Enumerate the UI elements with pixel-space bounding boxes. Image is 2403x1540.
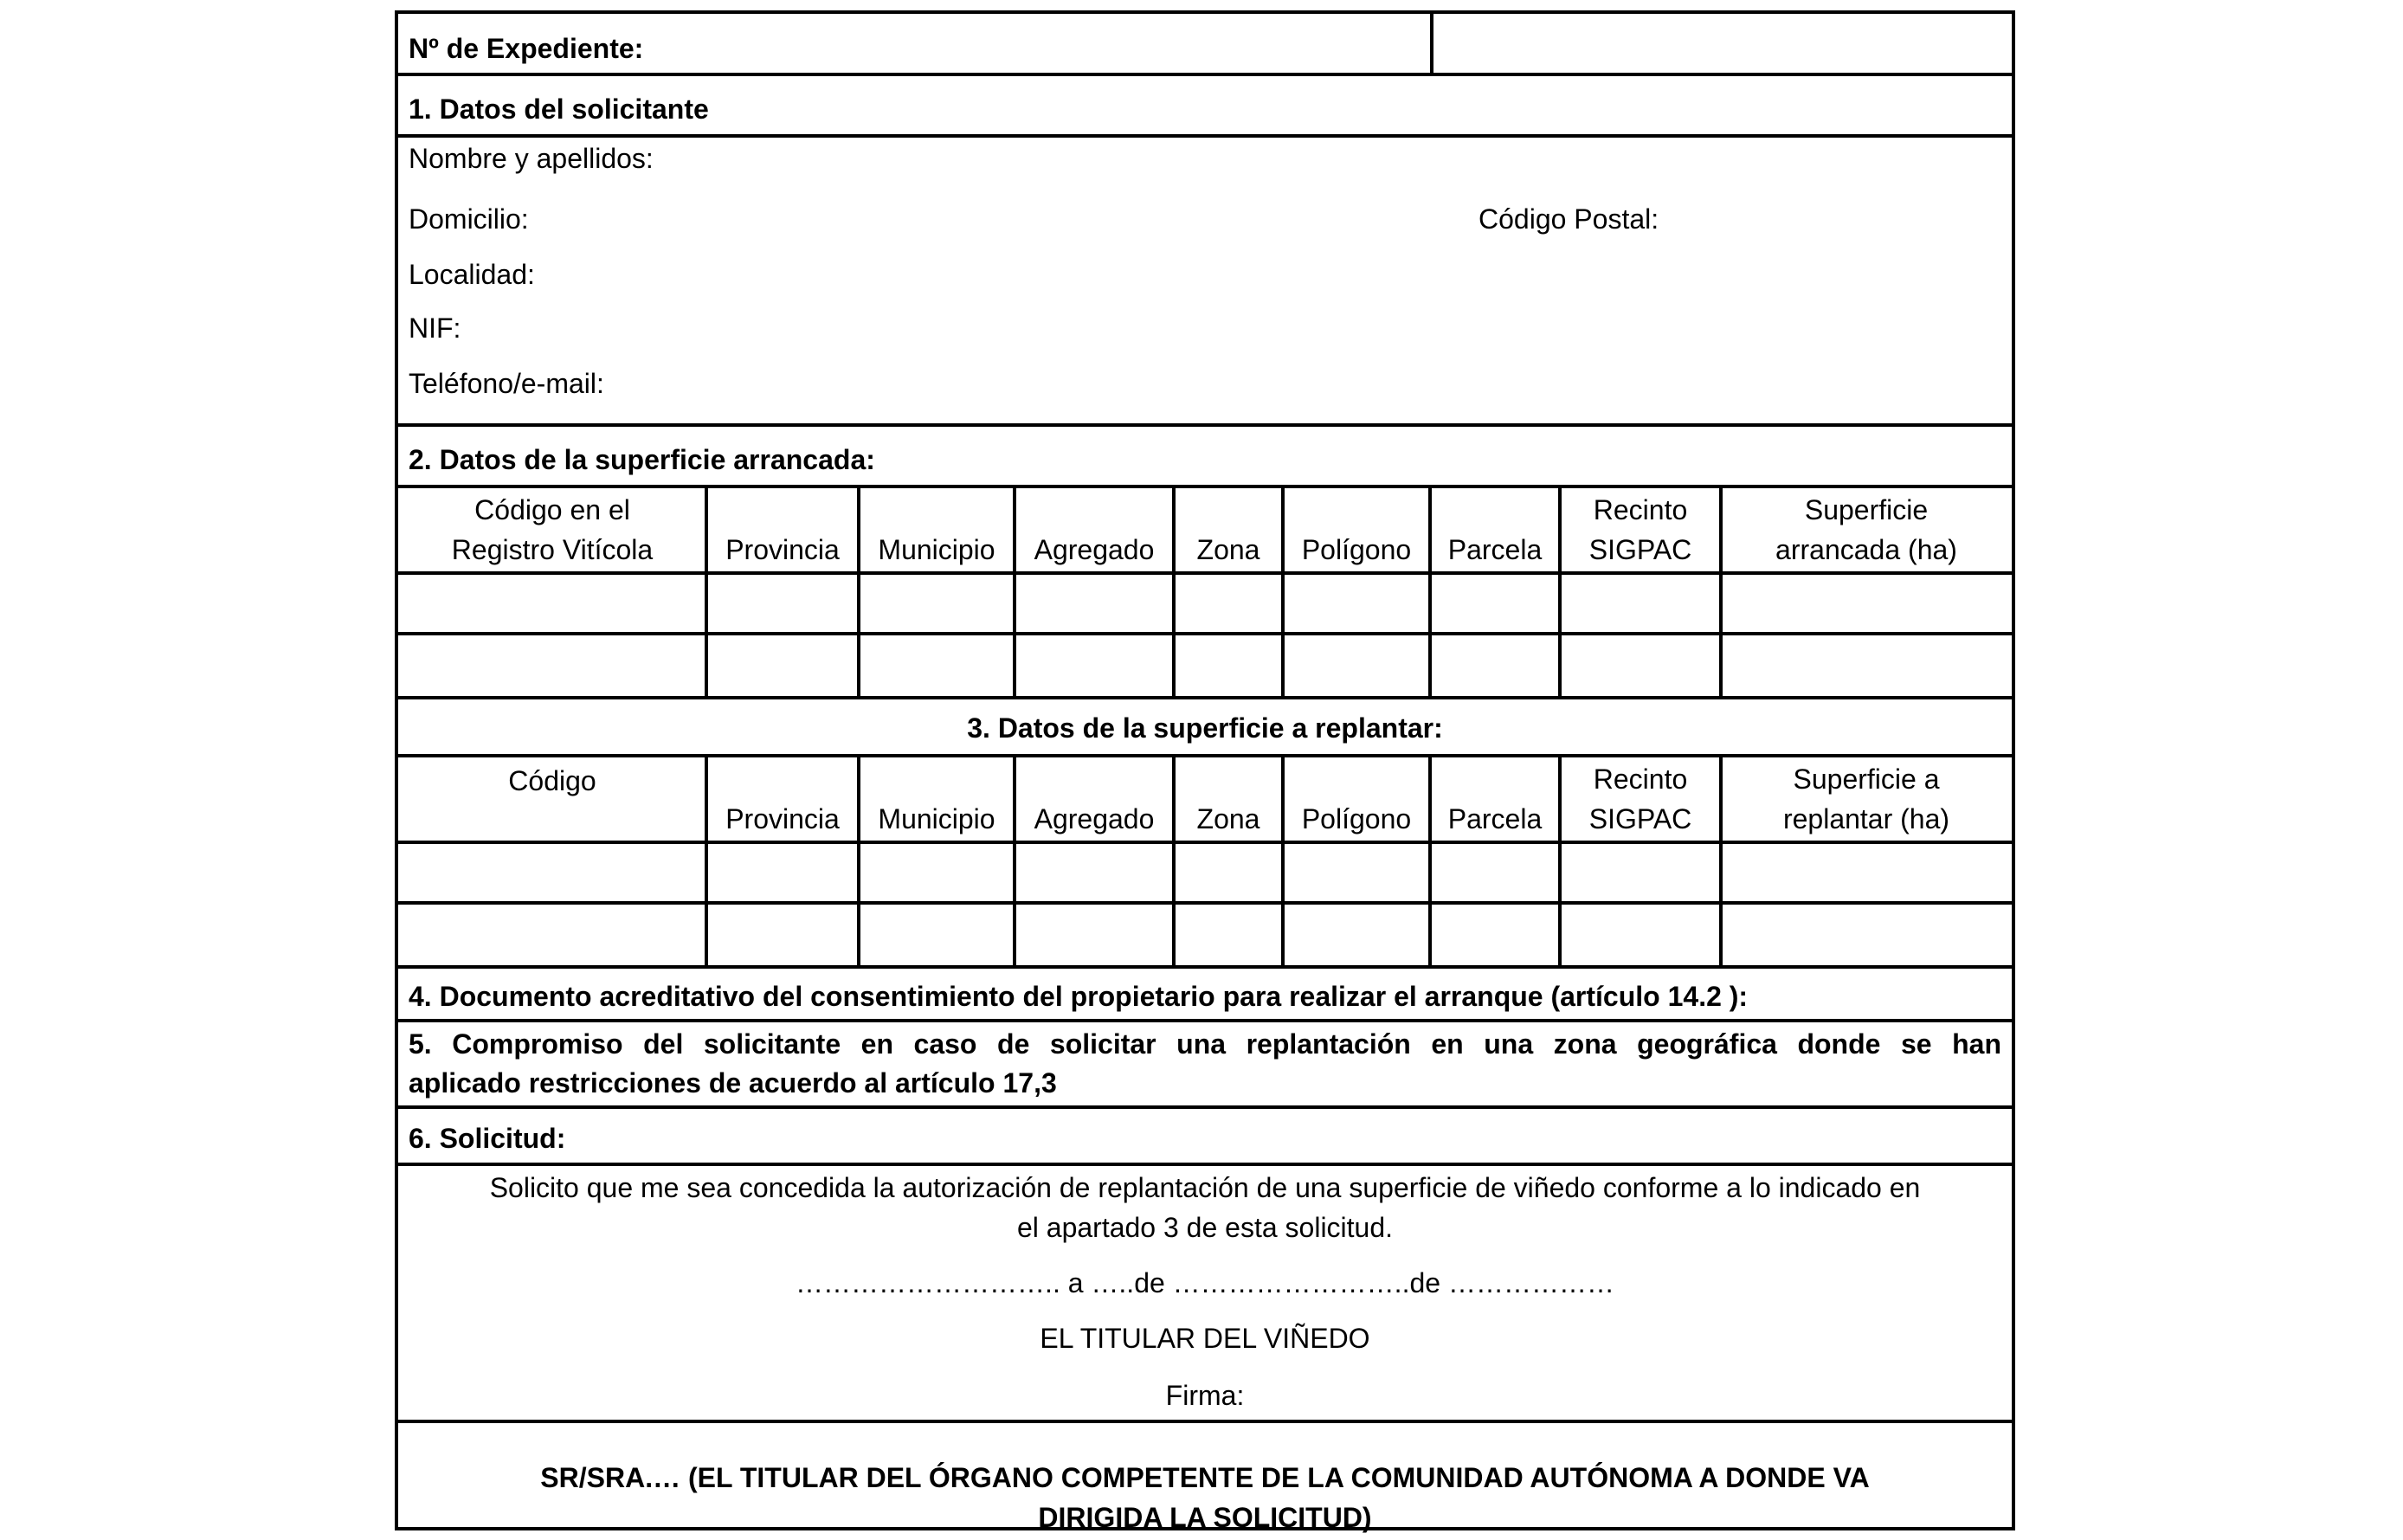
section3-data-cell-r1-c3[interactable]	[1015, 905, 1174, 962]
expediente-row	[398, 14, 2012, 76]
expediente-divider	[1430, 14, 1433, 73]
section2-col-divider-4	[1172, 488, 1176, 696]
footer-line2: DIRIGIDA LA SOLICITUD)	[1038, 1502, 1372, 1533]
section2-data-cell-r1-c6[interactable]	[1430, 635, 1560, 693]
section3-data-cell-r0-c3[interactable]	[1015, 844, 1174, 901]
section3-data-cell-r0-c2[interactable]	[859, 844, 1015, 901]
section2-title-row	[398, 427, 2012, 488]
section2-col-divider-7	[1558, 488, 1562, 696]
section2-table-grid	[398, 488, 2012, 696]
section2-col-header-1	[706, 488, 859, 571]
section3-col-header-7-line-1: SIGPAC	[1588, 803, 1692, 834]
section3-col-header-5	[1283, 757, 1430, 841]
section2-data-cell-r0-c7[interactable]	[1560, 575, 1721, 632]
section2-col-divider-3	[1013, 488, 1016, 696]
section3-col-header-6	[1430, 757, 1560, 841]
section3-col-header-4-line-0: Zona	[1196, 803, 1260, 834]
section2-data-cell-r1-c8[interactable]	[1721, 635, 2012, 693]
section3-col-header-1-line-0: Provincia	[725, 803, 840, 834]
section3-data-cell-r1-c0[interactable]	[398, 905, 706, 962]
expediente-field[interactable]	[1446, 29, 2000, 68]
section2-data-cell-r1-c4[interactable]	[1174, 635, 1283, 693]
domicilio-label: Domicilio:	[409, 203, 529, 235]
section2-col-header-0-line-0: Código en el	[474, 494, 630, 525]
codigo-postal-label: Código Postal:	[1479, 203, 1659, 235]
expediente-label: Nº de Expediente:	[409, 33, 644, 64]
firma-label[interactable]: Firma:	[1165, 1380, 1245, 1411]
section3-col-header-7-line-0: Recinto	[1593, 764, 1688, 795]
section3-col-header-3-line-0: Agregado	[1034, 803, 1155, 834]
section2-col-header-8	[1721, 488, 2012, 571]
section5-row	[398, 1022, 2012, 1109]
section2-data-cell-r0-c8[interactable]	[1721, 575, 2012, 632]
footer-row	[398, 1423, 2012, 1533]
section2-col-header-6	[1430, 488, 1560, 571]
section2-col-header-3	[1015, 488, 1174, 571]
section3-data-cell-r1-c5[interactable]	[1283, 905, 1430, 962]
section3-col-header-1	[706, 757, 859, 841]
section3-col-divider-1	[705, 757, 708, 965]
section1-fields	[398, 138, 2012, 427]
section3-col-divider-5	[1281, 757, 1285, 965]
section5-line2: aplicado restricciones de acuerdo al artículo 17,3	[409, 1067, 1057, 1099]
section6-body	[398, 1166, 2012, 1423]
titular-label: EL TITULAR DEL VIÑEDO	[1040, 1323, 1370, 1354]
section2-col-header-7	[1560, 488, 1721, 571]
section2-data-cell-r0-c4[interactable]	[1174, 575, 1283, 632]
section2-col-header-0	[398, 488, 706, 571]
date-line[interactable]: ……………………….. a …..de ……………………..de ………………	[796, 1267, 1614, 1298]
section2-col-divider-2	[857, 488, 860, 696]
section2-data-cell-r1-c7[interactable]	[1560, 635, 1721, 693]
section3-data-cell-r0-c0[interactable]	[398, 844, 706, 901]
section2-col-header-4	[1174, 488, 1283, 571]
section3-data-cell-r0-c5[interactable]	[1283, 844, 1430, 901]
section2-data-cell-r0-c6[interactable]	[1430, 575, 1560, 632]
section3-col-header-3	[1015, 757, 1174, 841]
section2-col-header-5	[1283, 488, 1430, 571]
section2-data-cell-r0-c3[interactable]	[1015, 575, 1174, 632]
section2-data-cell-r0-c2[interactable]	[859, 575, 1015, 632]
section3-col-divider-4	[1172, 757, 1176, 965]
section2-col-divider-6	[1428, 488, 1432, 696]
section2-col-header-5-line-0: Polígono	[1301, 534, 1412, 565]
section5-line1: 5. Compromiso del solicitante en caso de solicitar una replantación en una zona geográfica donde se han	[409, 1028, 2001, 1060]
section2-col-header-0-line-1: Registro Vitícola	[451, 534, 654, 565]
section3-col-header-4	[1174, 757, 1283, 841]
section3-col-header-0-line-0: Código	[508, 765, 596, 796]
section3-col-header-8-line-0: Superficie a	[1793, 764, 1940, 795]
footer-line1: SR/SRA.… (EL TITULAR DEL ÓRGANO COMPETENTE DE LA COMUNIDAD AUTÓNOMA A DONDE VA	[540, 1462, 1870, 1493]
section2-data-cell-r1-c1[interactable]	[706, 635, 859, 693]
section3-data-cell-r1-c1[interactable]	[706, 905, 859, 962]
section3-col-header-5-line-0: Polígono	[1301, 803, 1412, 834]
application-form	[395, 10, 2015, 1533]
section3-col-divider-8	[1719, 757, 1723, 965]
section2-title: 2. Datos de la superficie arrancada:	[409, 444, 875, 475]
section3-table	[398, 757, 2012, 965]
section2-data-cell-r0-c1[interactable]	[706, 575, 859, 632]
section3-title-row	[398, 696, 2012, 757]
section2-col-header-7-line-1: SIGPAC	[1588, 534, 1692, 565]
section3-col-divider-6	[1428, 757, 1432, 965]
section2-col-header-8-line-1: arrancada (ha)	[1775, 534, 1957, 565]
section3-table-grid	[398, 757, 2012, 965]
nif-label: NIF:	[409, 313, 461, 344]
section3-data-cell-r1-c6[interactable]	[1430, 905, 1560, 962]
localidad-label: Localidad:	[409, 259, 535, 290]
section3-data-cell-r1-c7[interactable]	[1560, 905, 1721, 962]
section2-col-header-3-line-0: Agregado	[1034, 534, 1155, 565]
section4-title: 4. Documento acreditativo del consentimiento del propietario para realizar el arranque (artículo 14.2 ):	[409, 981, 1749, 1012]
section2-col-header-7-line-0: Recinto	[1593, 494, 1688, 525]
section2-data-cell-r1-c3[interactable]	[1015, 635, 1174, 693]
section3-col-header-0	[398, 757, 706, 841]
section2-data-cell-r1-c2[interactable]	[859, 635, 1015, 693]
section3-data-cell-r1-c4[interactable]	[1174, 905, 1283, 962]
section3-col-header-6-line-0: Parcela	[1447, 803, 1543, 834]
section6-title: 6. Solicitud:	[409, 1123, 566, 1154]
section2-data-cell-r1-c0[interactable]	[398, 635, 706, 693]
section3-data-cell-r0-c4[interactable]	[1174, 844, 1283, 901]
section3-col-divider-3	[1013, 757, 1016, 965]
section3-data-cell-r1-c2[interactable]	[859, 905, 1015, 962]
section2-col-header-2	[859, 488, 1015, 571]
section1-title-row	[398, 76, 2012, 138]
solicitud-text-line2: el apartado 3 de esta solicitud.	[1016, 1212, 1394, 1243]
section3-col-header-8-line-1: replantar (ha)	[1782, 803, 1950, 834]
section3-data-cell-r0-c1[interactable]	[706, 844, 859, 901]
section4-row	[398, 965, 2012, 1022]
telefono-label: Teléfono/e-mail:	[409, 368, 604, 399]
section3-col-header-8	[1721, 757, 2012, 841]
section2-col-divider-5	[1281, 488, 1285, 696]
section2-col-header-8-line-0: Superficie	[1804, 494, 1929, 525]
section3-title: 3. Datos de la superficie a replantar:	[967, 712, 1443, 744]
section3-col-divider-2	[857, 757, 860, 965]
section3-col-divider-7	[1558, 757, 1562, 965]
section2-col-header-1-line-0: Provincia	[725, 534, 840, 565]
section3-col-header-2	[859, 757, 1015, 841]
nombre-label: Nombre y apellidos:	[409, 143, 654, 174]
section2-data-cell-r1-c5[interactable]	[1283, 635, 1430, 693]
section3-col-header-7	[1560, 757, 1721, 841]
section3-data-cell-r0-c7[interactable]	[1560, 844, 1721, 901]
section3-data-cell-r1-c8[interactable]	[1721, 905, 2012, 962]
section2-col-header-4-line-0: Zona	[1196, 534, 1260, 565]
section6-title-row	[398, 1109, 2012, 1166]
solicitud-text-line1: Solicito que me sea concedida la autorización de replantación de una superficie de viñedo conforme a lo indicado en	[489, 1172, 1921, 1203]
section2-data-cell-r0-c5[interactable]	[1283, 575, 1430, 632]
section2-data-cell-r0-c0[interactable]	[398, 575, 706, 632]
section2-col-divider-1	[705, 488, 708, 696]
section3-col-header-2-line-0: Municipio	[878, 803, 995, 834]
section2-col-header-2-line-0: Municipio	[878, 534, 995, 565]
section3-data-cell-r0-c6[interactable]	[1430, 844, 1560, 901]
section2-col-divider-8	[1719, 488, 1723, 696]
section1-title: 1. Datos del solicitante	[409, 93, 709, 125]
section2-col-header-6-line-0: Parcela	[1447, 534, 1543, 565]
section3-data-cell-r0-c8[interactable]	[1721, 844, 2012, 901]
section2-table	[398, 488, 2012, 696]
